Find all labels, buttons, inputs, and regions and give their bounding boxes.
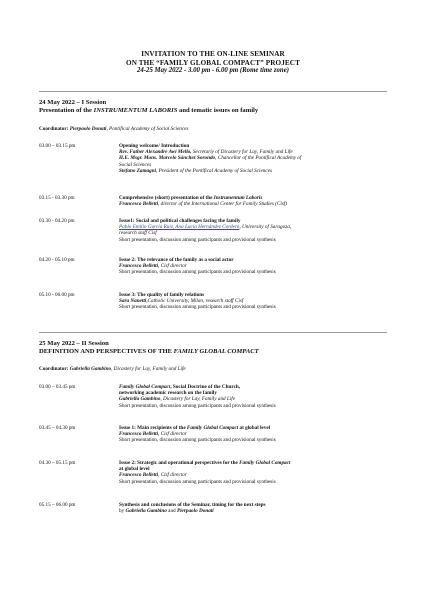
- item-title-cont: networking academic research on the family: [119, 390, 217, 397]
- speaker-role: , Cisf director: [158, 431, 187, 438]
- item-time: 04.30 – 05.15 pm: [39, 460, 76, 466]
- item-time: 04.20 - 05.10 pm: [39, 257, 75, 263]
- session-2-date: 25 May 2022 – II Session: [39, 340, 109, 347]
- item-title-cont: at global level: [119, 466, 150, 473]
- session-2-heading: [39, 340, 387, 356]
- item-time: 03.00 – 03.15 pm: [39, 143, 76, 149]
- speaker-role: , director of the International Center for Family Studies (Cisf): [158, 201, 287, 208]
- session-1-title-pre: Presentation of the: [39, 107, 94, 114]
- speaker-name: Stefano Zamagni: [119, 167, 157, 174]
- item-title-post: , Social Doctrine of the Church,: [170, 384, 241, 390]
- speaker-role: Secretariy of Dicastery for Lay, Family and Life: [191, 149, 293, 156]
- header-dates: 24-25 May 2022 - 3.00 pm - 6.00 pm (Rome time zone): [137, 67, 289, 75]
- coordinator-label: Coordinator:: [39, 126, 70, 132]
- session-1-date: 24 May 2022 – I Session: [39, 99, 107, 106]
- item-by: by: [119, 508, 126, 515]
- item-title-em: Family Global Compact: [239, 460, 291, 466]
- item-time: 03.00 – 03.45 pm: [39, 384, 76, 390]
- item-note: Short presentation, discussion among participants and provisional synthesis: [119, 304, 276, 311]
- item-title-post: at global level: [238, 425, 271, 431]
- header-line-2: ON THE “FAMILY GLOBAL COMPACT” PROJECT: [126, 58, 300, 67]
- session-1-heading: [39, 99, 387, 115]
- coordinator-name: Pierpaolo Donati: [69, 126, 107, 132]
- item-title: Issue 2: The relevance of the family as a social actor: [119, 257, 234, 263]
- item-title-em: Family Global Compact: [119, 384, 171, 390]
- header-line-1: INVITATION TO THE ON-LINE SEMINAR: [141, 50, 285, 58]
- session-2-title-em: FAMILY GLOBAL COMPACT: [173, 348, 259, 355]
- item-note: Short presentation, discussion among participants and provisional synthesis: [119, 269, 276, 276]
- item-title-pre: Issue 1: Main recipients of the: [119, 425, 187, 431]
- coordinator-label: Coordinator:: [39, 366, 70, 372]
- speaker-role-cont: Social Sciences: [119, 161, 152, 168]
- speaker-name: Gabriella Gambino: [125, 508, 167, 515]
- divider-rule: [39, 91, 387, 92]
- item-note: Short presentation, discussion among participants and provisional synthesis: [119, 402, 276, 409]
- speaker-role: , President of the Pontifical Academy of Social Sciences: [156, 167, 273, 174]
- speaker-role: , Cisf director: [158, 472, 187, 479]
- coordinator-name: Gabriella Gambino: [69, 366, 112, 372]
- session-1-title: [39, 107, 387, 115]
- speaker-name: Gabriella Gambino: [119, 396, 161, 403]
- session-1-title-post: and tematic issues on family: [177, 107, 259, 114]
- speaker-role: , Chancellor of the Pontifical Academy of: [215, 155, 302, 162]
- coordinator-role: , Dicastery for Lay, Family and Life: [111, 366, 186, 372]
- speaker-name: H.E. Msgr. Mons. Marcelo Sánchez Sorondo: [119, 155, 216, 162]
- coordinator-role: , Pontifical Academy of Social Sciences: [106, 126, 189, 132]
- item-time: 03.15 - 03.30 pm: [39, 195, 75, 201]
- item-title: Synthesis and conclusions of the Seminar, timing for the next steps: [119, 502, 266, 508]
- speaker-link[interactable]: Pablo Emilio García Ruiz, Ana Lucía Hernández Cordero: [119, 224, 240, 231]
- item-title: Opening welcome/ Introduction: [119, 143, 190, 149]
- item-note: Short presentation, discussion among participants and provisional synthesis: [119, 478, 276, 485]
- speaker-name: Francesco Belletti: [119, 431, 159, 438]
- session-2-coordinator: [39, 366, 387, 372]
- item-title-pre: Issue 2: Strategic and operational perspectives for the: [119, 460, 240, 466]
- item-title-pre: Comprehensive (short) presentation of the: [119, 195, 214, 201]
- speaker-role: , Cisf director: [158, 263, 187, 270]
- speaker-role: , University of Saragoza,: [239, 224, 292, 231]
- item-time: 03.45 – 04.30 pm: [39, 425, 76, 431]
- speaker-name: Rev. Father Alexandre Awi Mello,: [119, 149, 192, 156]
- session-2-title: [39, 348, 387, 356]
- divider-rule: [39, 332, 387, 333]
- item-title: Issue 3: The quality of family relations: [119, 292, 205, 298]
- item-title-em: Family Global Compact: [186, 425, 239, 431]
- item-title-em: Instrumentum Laboris: [213, 195, 263, 201]
- session-2-title-pre: DEFINITION AND PERSPECTIVES OF THE: [39, 348, 174, 355]
- speaker-role: , Dicastery for Lay, Family and Life: [160, 396, 235, 403]
- speaker-name: Francesco Belletti: [119, 472, 159, 479]
- item-time: 05.15 – 06.00 pm: [39, 502, 76, 508]
- speaker-name: Francesco Belletti: [119, 263, 159, 270]
- speaker-name: Sara Nanetti: [119, 298, 147, 305]
- speaker-name: Pierpaolo Donati: [176, 508, 214, 515]
- item-time: 03.30 - 04.20 pm: [39, 218, 75, 224]
- speaker-name: Francesco Belletti: [119, 201, 159, 208]
- item-note: Short presentation, discussion among participants and provisional synthesis: [119, 437, 276, 444]
- item-note: Short presentation, discussion among participants and provisional synthesis: [119, 236, 276, 243]
- session-1-title-em: INSTRUMENTUM LABORIS: [93, 107, 178, 114]
- session-1-coordinator: [39, 126, 387, 132]
- item-time: 05.10 - 06.00 pm: [39, 292, 75, 298]
- speaker-role: ,Catholic University, Milan, research staff Cisf: [146, 298, 244, 305]
- item-title: Issue1: Social and political challenges facing the family: [119, 218, 241, 224]
- speaker-role-cont: research staff Cisf: [119, 230, 157, 237]
- item-and: and: [166, 508, 177, 515]
- invitation-header: [39, 50, 387, 75]
